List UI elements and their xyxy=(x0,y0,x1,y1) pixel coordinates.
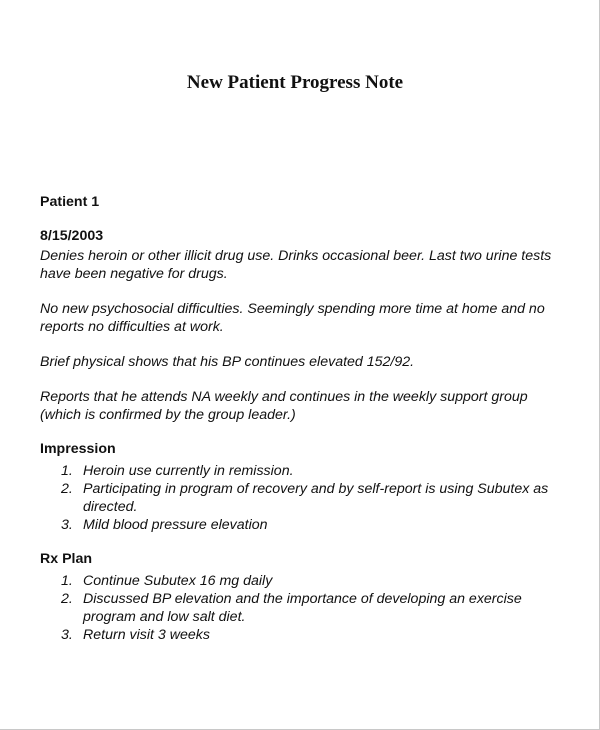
list-item-text: Mild blood pressure elevation xyxy=(83,517,268,533)
note-paragraph-psychosocial: No new psychosocial difficulties. Seemingly spending more time at home and no reports no difficulties at work. xyxy=(40,301,545,335)
document-body xyxy=(40,193,570,660)
list-item-text: Heroin use currently in remission. xyxy=(83,463,294,479)
note-paragraph-drug-use: Denies heroin or other illicit drug use. Drinks occasional beer. Last two urine tests have been negative for drugs. xyxy=(40,248,552,282)
list-item-number: 1. xyxy=(61,573,73,589)
patient-label: Patient 1 xyxy=(40,194,100,210)
note-date: 8/15/2003 xyxy=(40,228,104,244)
rx-plan-list xyxy=(40,572,570,644)
list-item-text: Participating in program of recovery and by self-report is using Subutex as directed. xyxy=(83,481,549,515)
list-item-number: 3. xyxy=(61,627,73,643)
list-item xyxy=(40,480,570,516)
impression-heading: Impression xyxy=(40,441,116,457)
list-item-text: Return visit 3 weeks xyxy=(83,627,210,643)
list-item-number: 2. xyxy=(61,481,73,497)
rx-plan-heading: Rx Plan xyxy=(40,551,93,567)
list-item-number: 2. xyxy=(61,591,73,607)
document-title: New Patient Progress Note xyxy=(186,72,404,93)
list-item xyxy=(40,590,570,626)
note-paragraph-support-group: Reports that he attends NA weekly and continues in the weekly support group (which is confirmed by the group leader.) xyxy=(40,389,528,423)
list-item-number: 1. xyxy=(61,463,73,479)
list-item-text: Discussed BP elevation and the importance of developing an exercise program and low salt diet. xyxy=(83,591,522,625)
list-item xyxy=(40,572,570,590)
list-item-number: 3. xyxy=(61,517,73,533)
list-item xyxy=(40,516,570,534)
note-paragraph-physical: Brief physical shows that his BP continues elevated 152/92. xyxy=(40,354,415,370)
impression-list xyxy=(40,462,570,534)
list-item xyxy=(40,462,570,480)
list-item xyxy=(40,626,570,644)
list-item-text: Continue Subutex 16 mg daily xyxy=(83,573,273,589)
